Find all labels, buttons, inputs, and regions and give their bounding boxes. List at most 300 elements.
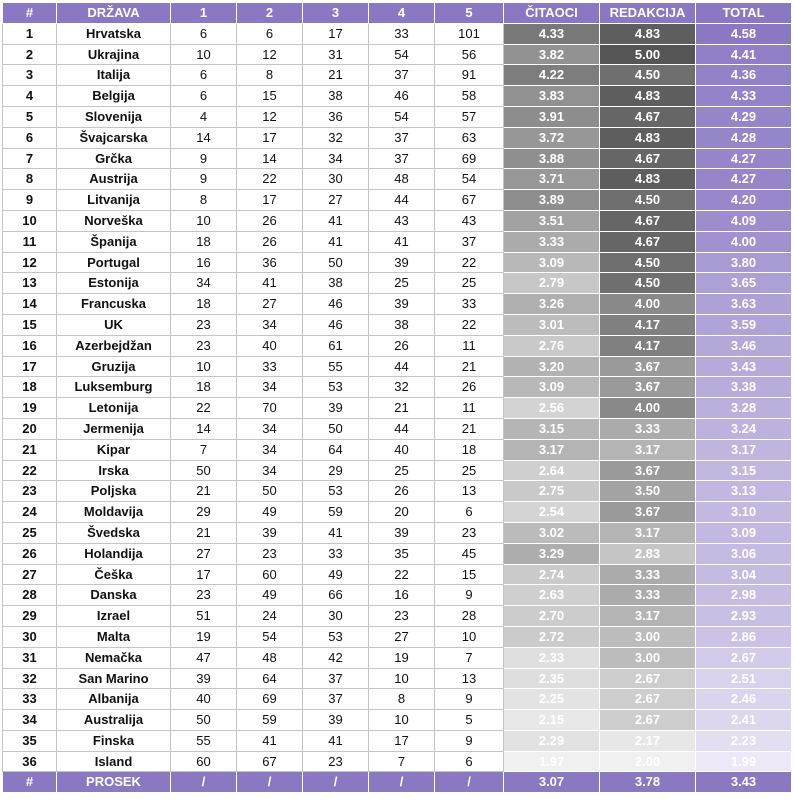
cell-readers: 3.17 — [504, 439, 600, 460]
cell-rank: 17 — [3, 356, 57, 377]
cell-points-2: 41 — [237, 730, 303, 751]
cell-readers: 2.70 — [504, 606, 600, 627]
cell-points-2: 24 — [237, 606, 303, 627]
cell-editorial: 4.17 — [600, 335, 696, 356]
table-row — [3, 148, 792, 169]
footer-editorial-avg: 3.78 — [600, 772, 696, 793]
header-total: TOTAL — [696, 3, 792, 24]
table-row — [3, 710, 792, 731]
cell-rank: 27 — [3, 564, 57, 585]
cell-country: Austrija — [57, 169, 171, 190]
cell-points-4: 25 — [369, 273, 435, 294]
cell-readers: 2.56 — [504, 398, 600, 419]
cell-rank: 32 — [3, 668, 57, 689]
cell-country: Estonija — [57, 273, 171, 294]
table-row — [3, 335, 792, 356]
cell-country: Albanija — [57, 689, 171, 710]
cell-rank: 34 — [3, 710, 57, 731]
table-row — [3, 210, 792, 231]
table-row — [3, 418, 792, 439]
cell-country: UK — [57, 314, 171, 335]
cell-points-1: 9 — [171, 169, 237, 190]
cell-total: 4.00 — [696, 231, 792, 252]
header-country: DRŽAVA — [57, 3, 171, 24]
cell-editorial: 4.67 — [600, 231, 696, 252]
cell-points-2: 50 — [237, 481, 303, 502]
cell-points-2: 39 — [237, 522, 303, 543]
cell-readers: 2.63 — [504, 585, 600, 606]
cell-points-2: 33 — [237, 356, 303, 377]
cell-points-4: 46 — [369, 86, 435, 107]
cell-country: Italija — [57, 65, 171, 86]
cell-readers: 2.29 — [504, 730, 600, 751]
footer-row-average — [3, 772, 792, 793]
cell-points-5: 23 — [435, 522, 504, 543]
cell-editorial: 4.83 — [600, 127, 696, 148]
cell-points-4: 7 — [369, 751, 435, 772]
table-row — [3, 481, 792, 502]
cell-points-2: 36 — [237, 252, 303, 273]
table-row — [3, 356, 792, 377]
cell-editorial: 4.00 — [600, 398, 696, 419]
cell-total: 3.09 — [696, 522, 792, 543]
cell-points-4: 37 — [369, 127, 435, 148]
cell-points-4: 10 — [369, 668, 435, 689]
footer-points-3: / — [303, 772, 369, 793]
cell-country: Švajcarska — [57, 127, 171, 148]
cell-country: Španija — [57, 231, 171, 252]
cell-rank: 33 — [3, 689, 57, 710]
cell-points-1: 51 — [171, 606, 237, 627]
cell-points-5: 6 — [435, 502, 504, 523]
cell-country: Malta — [57, 626, 171, 647]
cell-points-5: 21 — [435, 356, 504, 377]
cell-country: Norveška — [57, 210, 171, 231]
cell-points-4: 32 — [369, 377, 435, 398]
cell-points-3: 39 — [303, 398, 369, 419]
cell-editorial: 3.33 — [600, 418, 696, 439]
footer-points-2: / — [237, 772, 303, 793]
cell-points-1: 23 — [171, 335, 237, 356]
cell-points-1: 4 — [171, 106, 237, 127]
footer-total-avg: 3.43 — [696, 772, 792, 793]
cell-points-3: 37 — [303, 668, 369, 689]
cell-total: 3.59 — [696, 314, 792, 335]
cell-readers: 4.33 — [504, 23, 600, 44]
cell-total: 3.15 — [696, 460, 792, 481]
cell-readers: 2.79 — [504, 273, 600, 294]
cell-points-3: 36 — [303, 106, 369, 127]
footer-points-4: / — [369, 772, 435, 793]
cell-points-5: 58 — [435, 86, 504, 107]
cell-readers: 3.72 — [504, 127, 600, 148]
cell-points-2: 40 — [237, 335, 303, 356]
table-row — [3, 751, 792, 772]
cell-points-2: 49 — [237, 502, 303, 523]
cell-points-3: 61 — [303, 335, 369, 356]
cell-country: Moldavija — [57, 502, 171, 523]
cell-points-3: 34 — [303, 148, 369, 169]
cell-total: 2.46 — [696, 689, 792, 710]
cell-points-4: 54 — [369, 106, 435, 127]
cell-points-1: 7 — [171, 439, 237, 460]
cell-points-2: 8 — [237, 65, 303, 86]
cell-points-2: 15 — [237, 86, 303, 107]
cell-editorial: 3.67 — [600, 377, 696, 398]
cell-points-5: 7 — [435, 647, 504, 668]
cell-points-4: 39 — [369, 294, 435, 315]
cell-points-1: 10 — [171, 210, 237, 231]
cell-total: 2.23 — [696, 730, 792, 751]
cell-points-3: 30 — [303, 169, 369, 190]
cell-points-2: 17 — [237, 190, 303, 211]
cell-country: Jermenija — [57, 418, 171, 439]
cell-rank: 1 — [3, 23, 57, 44]
cell-readers: 3.88 — [504, 148, 600, 169]
cell-points-3: 53 — [303, 626, 369, 647]
cell-readers: 2.72 — [504, 626, 600, 647]
cell-points-3: 50 — [303, 418, 369, 439]
cell-points-5: 28 — [435, 606, 504, 627]
cell-editorial: 4.00 — [600, 294, 696, 315]
cell-country: Island — [57, 751, 171, 772]
cell-total: 3.46 — [696, 335, 792, 356]
cell-total: 3.80 — [696, 252, 792, 273]
cell-rank: 21 — [3, 439, 57, 460]
cell-points-1: 60 — [171, 751, 237, 772]
cell-total: 1.99 — [696, 751, 792, 772]
footer-label: PROSEK — [57, 772, 171, 793]
cell-readers: 3.91 — [504, 106, 600, 127]
cell-total: 3.38 — [696, 377, 792, 398]
cell-points-4: 26 — [369, 481, 435, 502]
cell-readers: 3.33 — [504, 231, 600, 252]
cell-points-4: 48 — [369, 169, 435, 190]
cell-points-3: 50 — [303, 252, 369, 273]
cell-editorial: 3.50 — [600, 481, 696, 502]
cell-points-4: 26 — [369, 335, 435, 356]
cell-rank: 24 — [3, 502, 57, 523]
cell-total: 2.98 — [696, 585, 792, 606]
cell-points-3: 23 — [303, 751, 369, 772]
cell-editorial: 4.50 — [600, 65, 696, 86]
cell-editorial: 3.17 — [600, 606, 696, 627]
cell-points-5: 26 — [435, 377, 504, 398]
cell-total: 2.93 — [696, 606, 792, 627]
cell-total: 3.13 — [696, 481, 792, 502]
cell-points-1: 34 — [171, 273, 237, 294]
cell-editorial: 3.00 — [600, 626, 696, 647]
cell-points-2: 34 — [237, 314, 303, 335]
table-row — [3, 106, 792, 127]
cell-country: Grčka — [57, 148, 171, 169]
cell-country: Letonija — [57, 398, 171, 419]
cell-points-5: 45 — [435, 543, 504, 564]
cell-country: Portugal — [57, 252, 171, 273]
cell-readers: 3.82 — [504, 44, 600, 65]
cell-points-2: 49 — [237, 585, 303, 606]
cell-points-5: 13 — [435, 668, 504, 689]
cell-readers: 3.09 — [504, 252, 600, 273]
cell-points-4: 43 — [369, 210, 435, 231]
cell-points-1: 10 — [171, 44, 237, 65]
cell-points-1: 21 — [171, 481, 237, 502]
cell-editorial: 2.67 — [600, 668, 696, 689]
cell-points-3: 55 — [303, 356, 369, 377]
cell-points-4: 16 — [369, 585, 435, 606]
cell-total: 2.41 — [696, 710, 792, 731]
cell-points-2: 54 — [237, 626, 303, 647]
cell-editorial: 4.83 — [600, 23, 696, 44]
cell-points-1: 23 — [171, 585, 237, 606]
cell-points-3: 31 — [303, 44, 369, 65]
cell-total: 3.63 — [696, 294, 792, 315]
cell-points-2: 48 — [237, 647, 303, 668]
cell-rank: 35 — [3, 730, 57, 751]
cell-points-5: 33 — [435, 294, 504, 315]
cell-points-5: 10 — [435, 626, 504, 647]
cell-points-1: 50 — [171, 460, 237, 481]
cell-points-1: 10 — [171, 356, 237, 377]
cell-points-5: 13 — [435, 481, 504, 502]
cell-rank: 30 — [3, 626, 57, 647]
cell-readers: 2.25 — [504, 689, 600, 710]
cell-points-2: 59 — [237, 710, 303, 731]
cell-editorial: 4.50 — [600, 252, 696, 273]
cell-readers: 3.26 — [504, 294, 600, 315]
cell-editorial: 2.17 — [600, 730, 696, 751]
cell-points-1: 50 — [171, 710, 237, 731]
cell-country: Kipar — [57, 439, 171, 460]
table-row — [3, 377, 792, 398]
cell-points-3: 39 — [303, 710, 369, 731]
cell-rank: 25 — [3, 522, 57, 543]
cell-rank: 20 — [3, 418, 57, 439]
cell-points-1: 14 — [171, 418, 237, 439]
table-row — [3, 522, 792, 543]
cell-country: Australija — [57, 710, 171, 731]
cell-total: 2.67 — [696, 647, 792, 668]
table-row — [3, 626, 792, 647]
cell-readers: 2.15 — [504, 710, 600, 731]
cell-points-5: 54 — [435, 169, 504, 190]
cell-total: 3.06 — [696, 543, 792, 564]
table-row — [3, 606, 792, 627]
cell-readers: 2.74 — [504, 564, 600, 585]
cell-points-3: 66 — [303, 585, 369, 606]
cell-points-1: 6 — [171, 23, 237, 44]
cell-readers: 3.89 — [504, 190, 600, 211]
cell-total: 3.28 — [696, 398, 792, 419]
cell-points-2: 14 — [237, 148, 303, 169]
cell-editorial: 2.67 — [600, 710, 696, 731]
header-points-3: 3 — [303, 3, 369, 24]
cell-points-3: 41 — [303, 522, 369, 543]
cell-points-5: 22 — [435, 314, 504, 335]
cell-country: Irska — [57, 460, 171, 481]
cell-editorial: 3.67 — [600, 502, 696, 523]
cell-points-4: 23 — [369, 606, 435, 627]
cell-rank: 36 — [3, 751, 57, 772]
cell-points-1: 21 — [171, 522, 237, 543]
cell-points-1: 9 — [171, 148, 237, 169]
cell-editorial: 4.17 — [600, 314, 696, 335]
cell-total: 3.17 — [696, 439, 792, 460]
cell-country: Francuska — [57, 294, 171, 315]
table-body — [3, 23, 792, 772]
cell-points-3: 42 — [303, 647, 369, 668]
cell-points-3: 41 — [303, 730, 369, 751]
cell-points-5: 18 — [435, 439, 504, 460]
cell-points-5: 15 — [435, 564, 504, 585]
footer-readers-avg: 3.07 — [504, 772, 600, 793]
cell-country: Finska — [57, 730, 171, 751]
cell-country: Holandija — [57, 543, 171, 564]
cell-country: Nemačka — [57, 647, 171, 668]
header-rank: # — [3, 3, 57, 24]
cell-total: 4.28 — [696, 127, 792, 148]
cell-points-1: 55 — [171, 730, 237, 751]
cell-points-2: 12 — [237, 106, 303, 127]
cell-points-5: 5 — [435, 710, 504, 731]
table-row — [3, 689, 792, 710]
cell-points-3: 64 — [303, 439, 369, 460]
table-row — [3, 252, 792, 273]
cell-points-3: 59 — [303, 502, 369, 523]
cell-points-3: 53 — [303, 377, 369, 398]
cell-country: Češka — [57, 564, 171, 585]
header-readers: ČITAOCI — [504, 3, 600, 24]
table-row — [3, 564, 792, 585]
cell-points-3: 46 — [303, 314, 369, 335]
table-row — [3, 190, 792, 211]
cell-points-1: 8 — [171, 190, 237, 211]
cell-points-3: 53 — [303, 481, 369, 502]
table-row — [3, 169, 792, 190]
cell-points-3: 38 — [303, 86, 369, 107]
cell-points-1: 40 — [171, 689, 237, 710]
cell-points-3: 37 — [303, 689, 369, 710]
cell-editorial: 4.50 — [600, 190, 696, 211]
cell-editorial: 3.00 — [600, 647, 696, 668]
cell-editorial: 4.67 — [600, 148, 696, 169]
cell-points-5: 6 — [435, 751, 504, 772]
cell-rank: 12 — [3, 252, 57, 273]
table-row — [3, 127, 792, 148]
cell-total: 4.41 — [696, 44, 792, 65]
cell-points-5: 57 — [435, 106, 504, 127]
cell-points-3: 33 — [303, 543, 369, 564]
cell-points-1: 14 — [171, 127, 237, 148]
cell-editorial: 4.67 — [600, 106, 696, 127]
cell-points-4: 37 — [369, 148, 435, 169]
cell-readers: 2.76 — [504, 335, 600, 356]
cell-total: 2.51 — [696, 668, 792, 689]
cell-rank: 10 — [3, 210, 57, 231]
cell-readers: 3.51 — [504, 210, 600, 231]
cell-points-2: 12 — [237, 44, 303, 65]
cell-points-4: 39 — [369, 522, 435, 543]
header-points-5: 5 — [435, 3, 504, 24]
cell-total: 4.09 — [696, 210, 792, 231]
cell-country: Luksemburg — [57, 377, 171, 398]
table-row — [3, 398, 792, 419]
cell-points-3: 29 — [303, 460, 369, 481]
cell-points-4: 37 — [369, 65, 435, 86]
cell-rank: 11 — [3, 231, 57, 252]
table-row — [3, 44, 792, 65]
cell-total: 3.24 — [696, 418, 792, 439]
cell-points-2: 67 — [237, 751, 303, 772]
cell-points-5: 37 — [435, 231, 504, 252]
table-row — [3, 668, 792, 689]
cell-total: 3.65 — [696, 273, 792, 294]
cell-editorial: 3.17 — [600, 439, 696, 460]
cell-points-1: 27 — [171, 543, 237, 564]
cell-points-2: 26 — [237, 210, 303, 231]
cell-readers: 3.71 — [504, 169, 600, 190]
cell-points-1: 18 — [171, 377, 237, 398]
cell-points-4: 19 — [369, 647, 435, 668]
cell-points-5: 9 — [435, 689, 504, 710]
cell-rank: 19 — [3, 398, 57, 419]
cell-points-4: 20 — [369, 502, 435, 523]
cell-rank: 28 — [3, 585, 57, 606]
cell-editorial: 3.17 — [600, 522, 696, 543]
cell-points-2: 34 — [237, 460, 303, 481]
cell-readers: 3.20 — [504, 356, 600, 377]
cell-total: 2.86 — [696, 626, 792, 647]
table-row — [3, 460, 792, 481]
cell-points-5: 101 — [435, 23, 504, 44]
cell-editorial: 4.50 — [600, 273, 696, 294]
cell-points-4: 27 — [369, 626, 435, 647]
cell-editorial: 2.83 — [600, 543, 696, 564]
cell-points-4: 44 — [369, 418, 435, 439]
cell-points-1: 18 — [171, 231, 237, 252]
cell-points-1: 18 — [171, 294, 237, 315]
cell-points-4: 41 — [369, 231, 435, 252]
cell-points-4: 17 — [369, 730, 435, 751]
cell-rank: 4 — [3, 86, 57, 107]
cell-points-4: 40 — [369, 439, 435, 460]
cell-country: Danska — [57, 585, 171, 606]
cell-points-2: 27 — [237, 294, 303, 315]
cell-points-5: 21 — [435, 418, 504, 439]
cell-points-3: 32 — [303, 127, 369, 148]
cell-total: 4.20 — [696, 190, 792, 211]
cell-readers: 3.09 — [504, 377, 600, 398]
table-row — [3, 23, 792, 44]
header-points-4: 4 — [369, 3, 435, 24]
table-row — [3, 730, 792, 751]
cell-points-4: 21 — [369, 398, 435, 419]
cell-rank: 22 — [3, 460, 57, 481]
cell-points-3: 27 — [303, 190, 369, 211]
cell-editorial: 2.67 — [600, 689, 696, 710]
cell-rank: 2 — [3, 44, 57, 65]
cell-rank: 23 — [3, 481, 57, 502]
cell-points-4: 8 — [369, 689, 435, 710]
cell-points-5: 11 — [435, 335, 504, 356]
cell-points-5: 25 — [435, 273, 504, 294]
cell-points-2: 34 — [237, 439, 303, 460]
table-header — [3, 3, 792, 24]
cell-points-2: 34 — [237, 377, 303, 398]
cell-points-4: 35 — [369, 543, 435, 564]
cell-total: 4.33 — [696, 86, 792, 107]
cell-readers: 2.33 — [504, 647, 600, 668]
